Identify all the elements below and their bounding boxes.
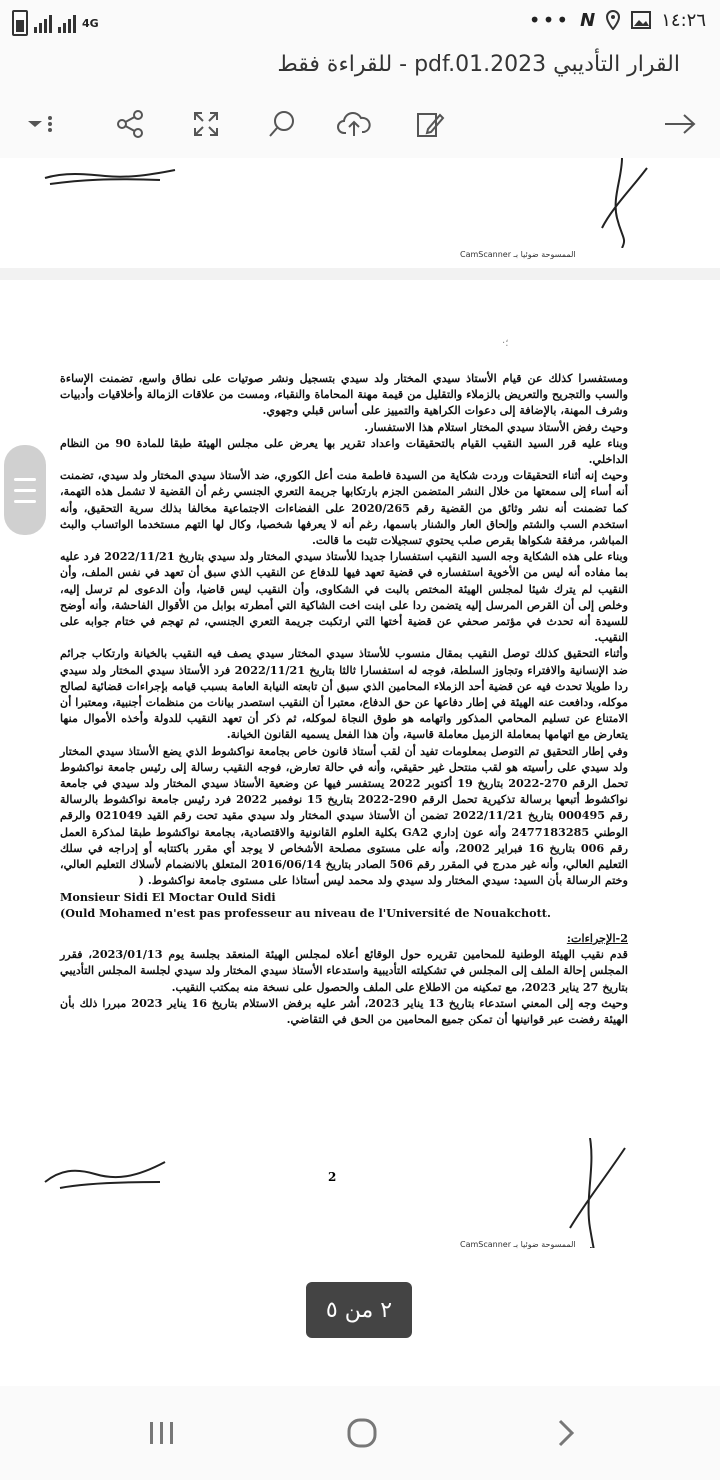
location-icon bbox=[605, 10, 621, 30]
paragraph: وفي إطار التحقيق تم التوصل بمعلومات تفيد أن لقب أستاذ قانون خاص بجامعة نواكشوط الذي يضع الأستاذ سيدي المختار ولد سيدي على رأسيته هو لقب منتحل غير حقيقي، وأنه في حالة تعارض، فوجه النقيب رسالة إلى رئيس جامعة نواكشوط تحمل الرقم 270-2022 بتاريخ 19 أكتوبر 2022 يستفسر فيها عن وضعية الأستاذ سيدي المختار ولد سيدي في جامعة نواكشوط أتبعها برسالة تذكيرية تحمل الرقم 290-2022 بتاريخ 15 نوفمبر 2022 فرد رئيس جامعة نواكشوط بالرسالة رقم 000495 بتاريخ 2022/11/21 تضمن أن الأستاذ سيدي المختار ولد سيدي مقيد تحت رقم القيد 021049 والرقم الوطني 2477183285 وأنه عون إداري GA2 بكلية العلوم القانونية والاقتصادية، بجامعة نواكشوط طبقا لمذكرة العمل رقم 006 بتاريخ 16 فبراير 2002، وأنه على مستوى مصلحة الأشخاص لا يوجد أي مقرر باكتتابه أو إدراجه في سلك التعليم العالي، وأنه غير مدرج في المقرر رقم 506 الصادر بتاريخ 2016/06/14 المتعلق بالانضمام لأسلاك التعليم العالي، وختم الرسالة بأن السيد: سيدي المختار ولد سيدي ولد محمد ليس أستاذا على مستوى جامعة نواكشوط. ( bbox=[60, 743, 629, 888]
status-bar bbox=[0, 0, 720, 44]
n-icon: N bbox=[580, 9, 596, 31]
dropdown-icon[interactable] bbox=[18, 102, 62, 146]
back-button[interactable] bbox=[536, 1410, 596, 1456]
paragraph: قدم نقيب الهيئة الوطنية للمحامين تقريره حول الوقائع أعلاه لمجلس الهيئة المنعقد بجلسة يوم 2023/01/13، فقرر المجلس إحالة الملف إلى المجلس في تشكيلته التأديبية واستدعاء الأستاذ سيدي المختار ولد سيدي لجلسة المجلس التأديبي بتاريخ 27 يناير 2023، مع تمكينه من الاطلاع على الملف والحصول على نسخة منه بمكتب النقيب. bbox=[60, 947, 628, 994]
signal-icon bbox=[58, 13, 76, 33]
more-notifications-icon: ••• bbox=[528, 8, 571, 32]
camscanner-footnote: الممسوحة ضوئيا بـ CamScanner bbox=[460, 1240, 576, 1249]
french-line: (Ould Mohamed n'est pas professeur au niveau de l'Université de Nouakchott. bbox=[60, 905, 551, 920]
signature-left bbox=[40, 1158, 170, 1198]
page-number: 2 bbox=[328, 1170, 337, 1184]
navigation-bar bbox=[0, 1386, 720, 1480]
toolbar bbox=[0, 88, 720, 159]
upload-icon[interactable] bbox=[332, 102, 376, 146]
page-mark: ·؛ bbox=[502, 338, 509, 349]
previous-page bbox=[0, 158, 720, 268]
recents-icon bbox=[148, 1420, 176, 1446]
edit-icon[interactable] bbox=[408, 102, 452, 146]
forward-arrow-icon[interactable] bbox=[658, 102, 702, 146]
recents-button[interactable] bbox=[132, 1410, 192, 1456]
paragraph: وحيث إنه أثناء التحقيقات وردت شكاية من السيدة فاطمة منت أعل الكوري، ضد الأستاذ سيدي المختار ولد سيدي، تضمنت أنه أساء إلى سمعتها من خلال النشر المتضمن الجزم بارتكابها جريمة التعري الجنسي رغم أن القضية لا تشمل هذه التهمة، كما تضمنت أنه نشر وثائق من القضية رقم 2020/265 على الفضاءات الاجتماعية مخالفا بذلك سرية التحقيق، وأنه استخدم السب والشتم وإلحاق العار والشنار باسمها، رغم أنه لا يعرفها شخصيا، وكال لها التهم مستخدما الواتساب والبث المباشر، مرفقة شكواها بقرص صلب يحتوي تسجيلات تثبت ما قالت. bbox=[60, 468, 628, 548]
signal-icon bbox=[34, 13, 52, 33]
signature-left bbox=[40, 158, 180, 198]
document-text bbox=[60, 370, 628, 1027]
paragraph: وبناء على هذه الشكاية وجه السيد النقيب استفسارا جديدا للأستاذ سيدي المختار ولد سيدي بتاريخ 2022/11/21 فرد عليه بما مفاده أنه ليس من الأخوية استفساره في قضية تعهد فيها للدفاع عن النقيب الذي سبق أن تعهد في نفس الملف، وأن النقيب لم يترك شيئا لمجلس الهيئة المختص بالبت في الشكاوى، وأن النقيب ليس قاضيا، وأن الدعوى لم ترسل إليه، وخلص إلى أن القرص المرسل إليه يتضمن ردا على ابنت اخت الشاكية التي أمطرته بوابل من الأقوال الفاحشة، وأنه أوضح للسيدة أنه تحدث في مؤتمر صحفي عن قضية أختها التي ارتكبت جريمة التعري الجنسي، ثم تهجم في ختام جوابه على النقيب. bbox=[60, 549, 628, 645]
paragraph: ومستفسرا كذلك عن قيام الأستاذ سيدي المختار ولد سيدي بتسجيل ونشر صوتيات على نطاق واسع، تضمنت الإساءة والسب والتجريح والتعريض بالزملاء والتقليل من قيمة مهنة المحاماة والنقباء، ومست من علاقات الزمالة وأخلاقيات وأدبيات وشرف المهنة، بالإضافة إلى دعوات الكراهية والتمييز على أساس قبلي وجهوي. bbox=[60, 371, 628, 418]
paragraph: وحيث رفض الأستاذ سيدي المختار استلام هذا الاستفسار. bbox=[364, 419, 628, 434]
document-viewer[interactable] bbox=[0, 158, 720, 1386]
search-icon[interactable] bbox=[260, 102, 304, 146]
title-bar bbox=[0, 44, 720, 88]
status-right bbox=[529, 8, 706, 32]
paragraph: وأثناء التحقيق كذلك توصل النقيب بمقال منسوب للأستاذ سيدي المختار سيدي يصف فيه النقيب بالخيانة وارتكاب جرائم ضد الإنسانية والافتراء وتجاوز السلطة، فوجه له استفسارا ثالثا بتاريخ 2022/11/21 فرد الأستاذ سيدي المختار ولد سيدي ردا طويلا تحدث فيه عن قضية أحد الزملاء المحامين الذي سبق أن تابعته النيابة العامة بسبب قيامه بإجراءات قضائية لصالح موكله، ودافعت عنه الهيئة في إطار دفاعها عن حق الدفاع، معتبرا أن النقيب استصدر بيانات من منظمات أجنبية، ومعتبرا أن الامتناع عن تسليم المحامي المذكور واتهامه هو طوق النجاة لموكله، ثم ذكر أن تعهد النقيب للدولة وأخذه الأموال منها يتعارض مع اتهامها بمعاملة الزميل معاملة قاسية، وأن هذا الفعل يسميه القانون الخيانة. bbox=[60, 646, 628, 742]
share-icon[interactable] bbox=[108, 102, 152, 146]
signature-right bbox=[592, 158, 652, 248]
camscanner-footnote: الممسوحة ضوئيا بـ CamScanner bbox=[460, 250, 576, 259]
image-icon bbox=[631, 11, 651, 29]
document-title: القرار التأديبي pdf.01.2023 - للقراءة فقط bbox=[277, 52, 680, 77]
battery-icon bbox=[12, 10, 28, 36]
clock: ١٤:٢٦ bbox=[661, 9, 706, 31]
back-icon bbox=[555, 1418, 577, 1448]
home-button[interactable] bbox=[332, 1410, 392, 1456]
french-line: Monsieur Sidi El Moctar Ould Sidi bbox=[60, 889, 276, 904]
page-indicator: ٢ من ٥ bbox=[306, 1282, 412, 1338]
network-type: 4G bbox=[82, 16, 99, 30]
scroll-handle[interactable] bbox=[4, 445, 46, 535]
paragraph: وبناء عليه قرر السيد النقيب القيام بالتحقيقات واعداد تقرير بها يعرض على مجلس الهيئة طبقا للمادة 90 من النظام الداخلي. bbox=[60, 435, 628, 467]
paragraph: وحيث وجه إلى المعني استدعاء بتاريخ 13 يناير 2023، أشر عليه برفض الاستلام بتاريخ 16 يناير 2023 مبررا ذلك بأن الهيئة رفضت عبر قوانينها أن تمكن جميع المحامين من الحق في التقاضي. bbox=[60, 995, 628, 1026]
signature-right bbox=[560, 1138, 630, 1248]
home-icon bbox=[346, 1417, 378, 1449]
status-left bbox=[12, 10, 99, 36]
fullscreen-icon[interactable] bbox=[184, 102, 228, 146]
section-heading: 2-الإجراءات: bbox=[566, 930, 628, 945]
